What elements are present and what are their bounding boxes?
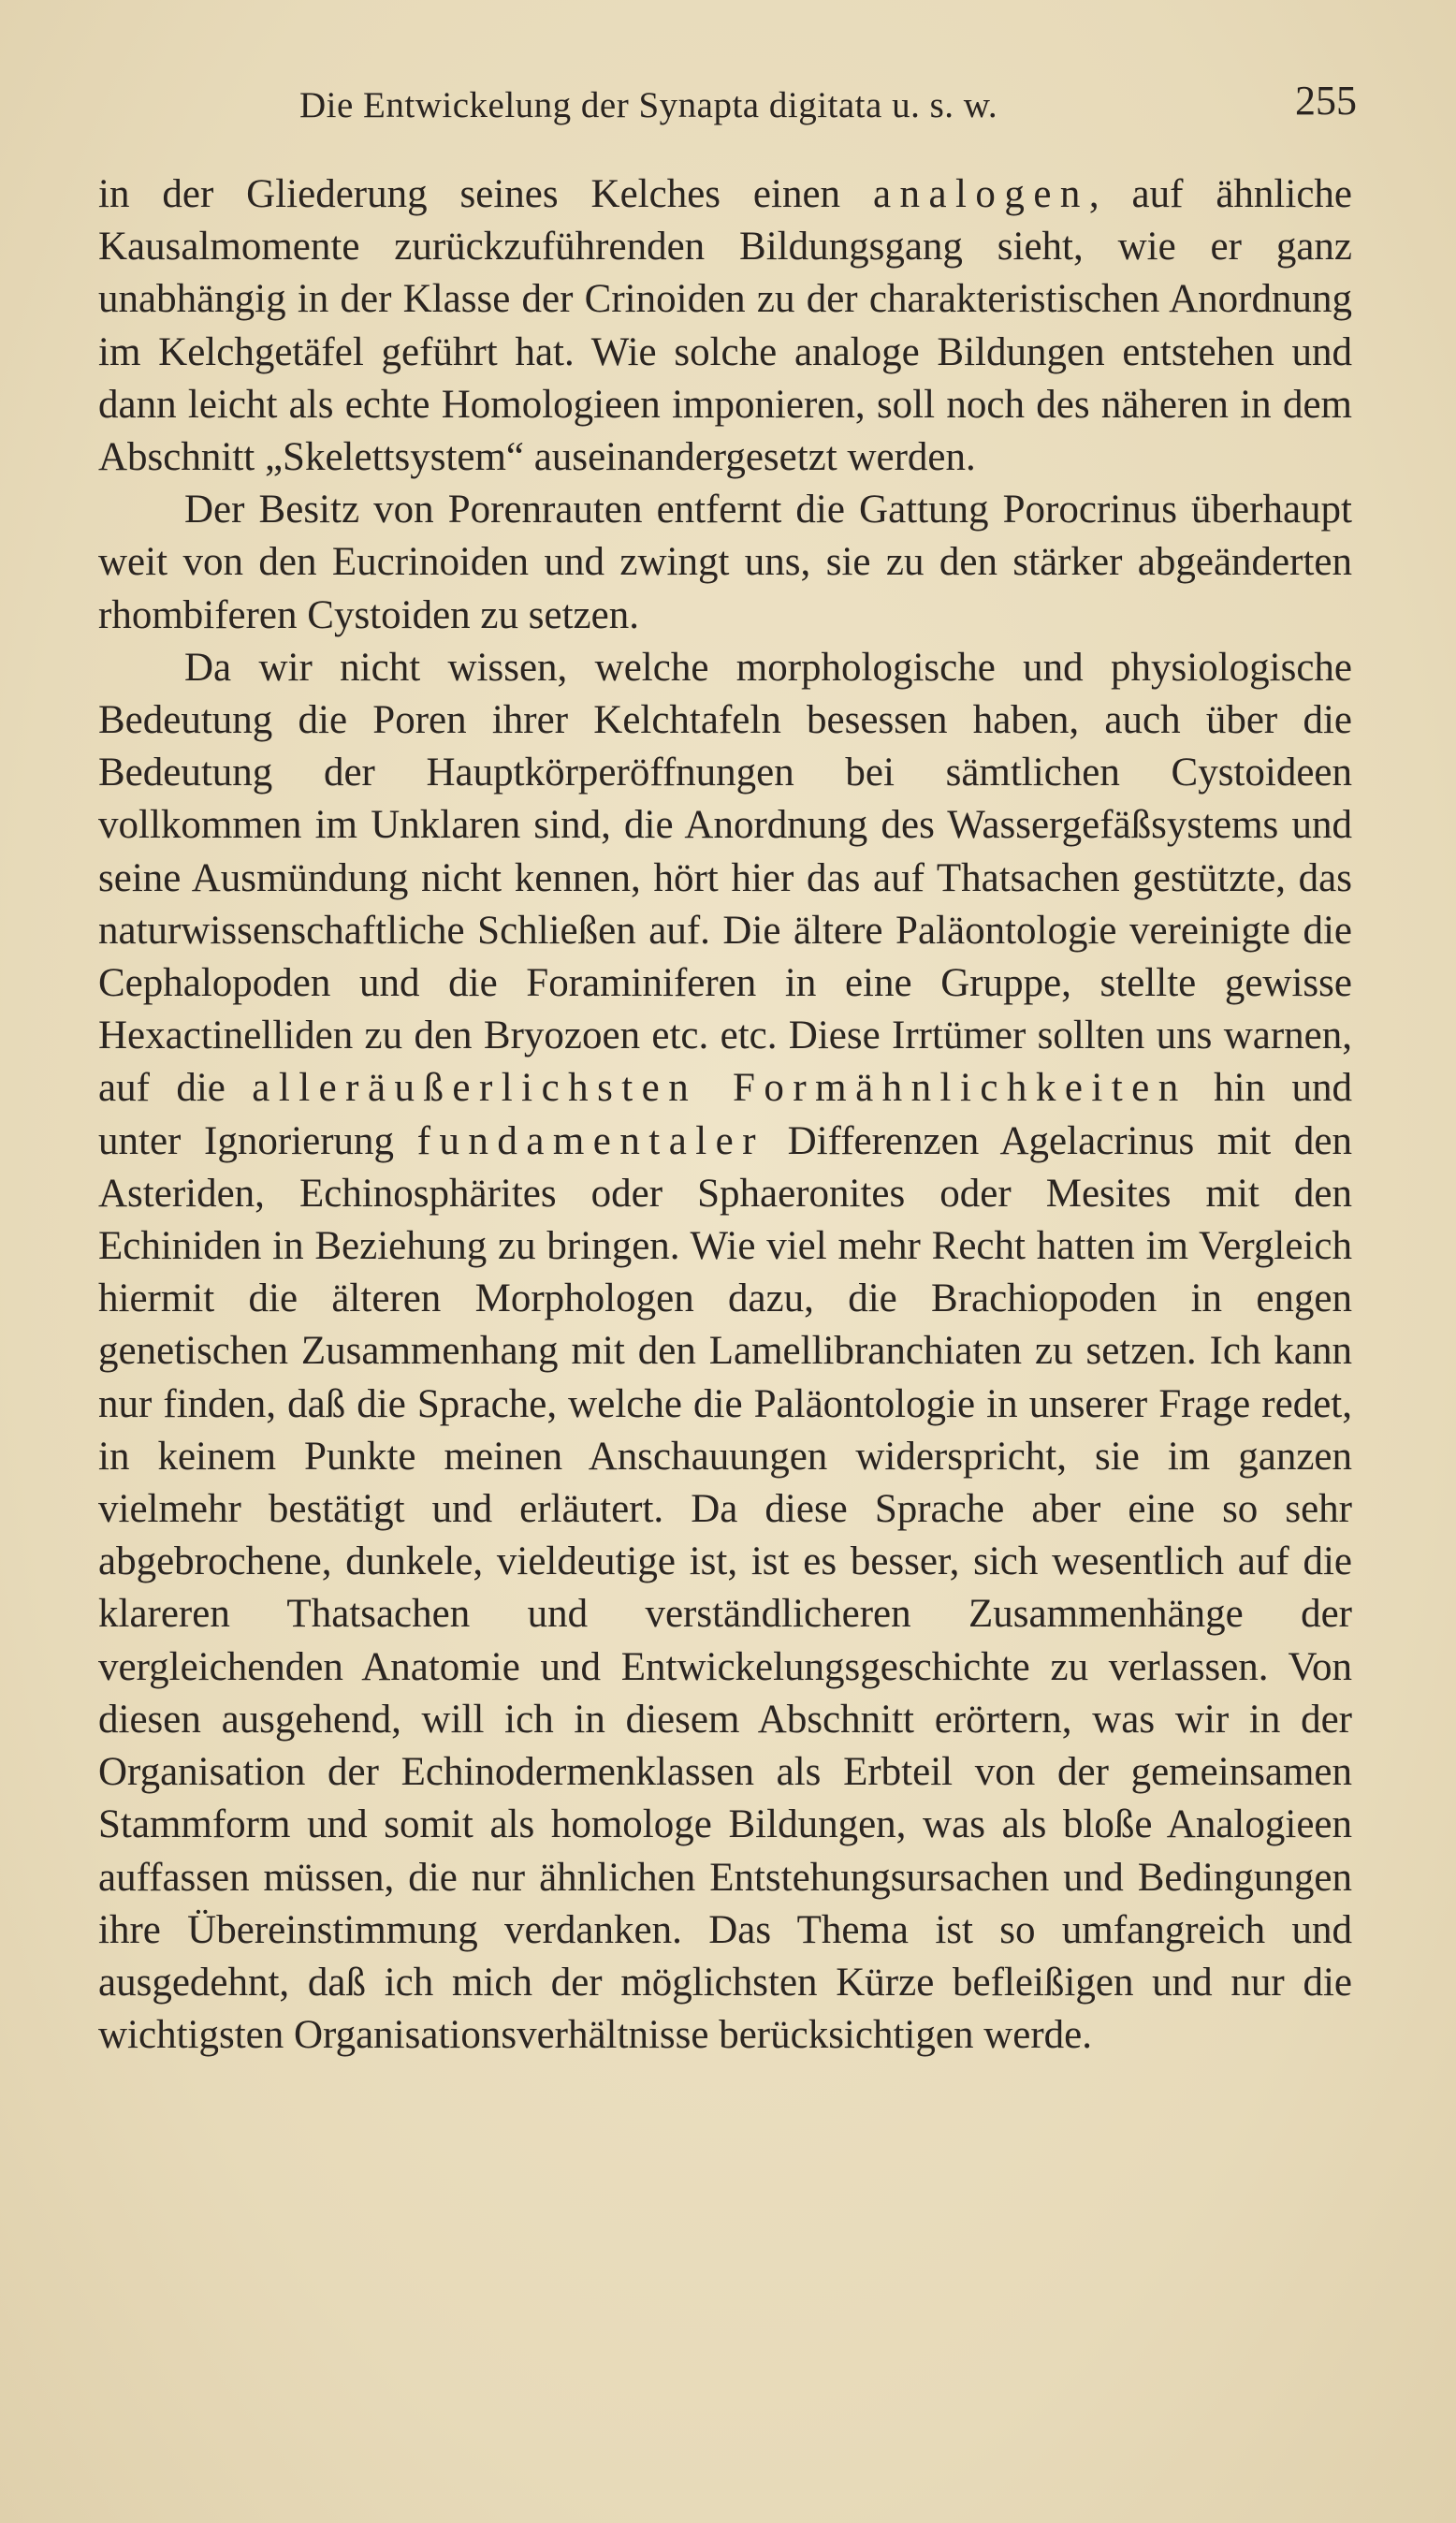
body-text: [98, 168, 1352, 2062]
paragraph-3-text-e: Differenzen Agelacrinus mit den Asteriden, Echinosphärites oder Sphaeronites oder Mesites mit den Echiniden in Beziehung zu bringen. Wie viel mehr Recht hatten im Vergleich hiermit die älteren Morphologen dazu, die Brachiopoden in engen genetischen Zusammenhang mit den Lamellibranchiaten zu setzen. Ich kann nur finden, daß die Sprache, welche die Paläontologie in unserer Frage redet, in keinem Punkte meinen Anschauungen widerspricht, sie im ganzen vielmehr bestätigt und erläutert. Da diese Sprache aber eine so sehr abgebrochene, dunkele, vieldeutige ist, ist es besser, sich wesentlich auf die klareren Thatsachen und verständlicheren Zusammenhänge der vergleichenden Anatomie und Entwickelungsgeschichte zu verlassen. Von diesen ausgehend, will ich in diesem Abschnitt erörtern, was wir in der Organisation der Echinodermenklassen als Erbteil von der gemeinsamen Stammform und somit als homologe Bildungen, was als bloße Analogieen auffassen müssen, die nur ähnlichen Entstehungsursachen und Bedingungen ihre Übereinstimmung verdanken. Das Thema ist so umfangreich und ausgedehnt, daß ich mich der möglichsten Kürze befleißigen und nur die wichtigsten Organisationsverhältnisse berücksichtigen werde.: [98, 1118, 1352, 2058]
paragraph-3-text-c: hin und unter Ignorierung: [98, 1066, 1352, 1163]
page-header: [98, 77, 1357, 133]
emphasis-formaehnlichkeiten: alleräußerlichsten Formähnlichkeiten: [252, 1066, 1187, 1111]
paragraph-1: [98, 168, 1352, 484]
paragraph-3-text-a: Da wir nicht wissen, welche morphologische und physiologische Bedeutung die Poren ihrer Kelchtafeln besessen haben, auch über die Bedeutung der Hauptkörperöffnungen bei sämtlichen Cystoideen vollkommen im Unklaren sind, die Anordnung des Wassergefäßsystems und seine Ausmündung nicht kennen, hört hier das auf Thatsachen gestützte, das naturwissenschaftliche Schließen auf. Die ältere Paläontologie vereinigte die Cephalopoden und die Foraminiferen in eine Gruppe, stellte gewisse Hexactinelliden zu den Bryozoen etc. etc. Diese Irrtümer sollten uns warnen, auf die: [98, 645, 1352, 1111]
paragraph-2-text: Der Besitz von Porenrauten entfernt die Gattung Porocrinus überhaupt weit von den Eucrinoiden und zwingt uns, sie zu den stärker abgeänderten rhombiferen Cystoiden zu setzen.: [98, 488, 1352, 637]
paragraph-2: [98, 484, 1352, 642]
page-number: 255: [1295, 78, 1357, 124]
paragraph-1-text-a: in der Gliederung seines Kelches einen: [98, 172, 873, 216]
paragraph-3: [98, 642, 1352, 2062]
emphasis-analogen: analogen: [872, 172, 1089, 216]
paragraph-1-text-c: , auf ähnliche Kausalmomente zurückzuführenden Bildungsgang sieht, wie er ganz unabhängig in der Klasse der Crinoiden zu der charakteristischen Anordnung im Kelchgetäfel geführt hat. Wie solche analoge Bildungen entstehen und dann leicht als echte Homologieen imponieren, soll noch des näheren in dem Abschnitt „Skelettsystem“ auseinandergesetzt werden.: [98, 172, 1352, 480]
running-title: Die Entwickelung der Synapta digitata u. s. w.: [299, 85, 998, 125]
emphasis-fundamentaler: fundamentaler: [416, 1118, 764, 1163]
